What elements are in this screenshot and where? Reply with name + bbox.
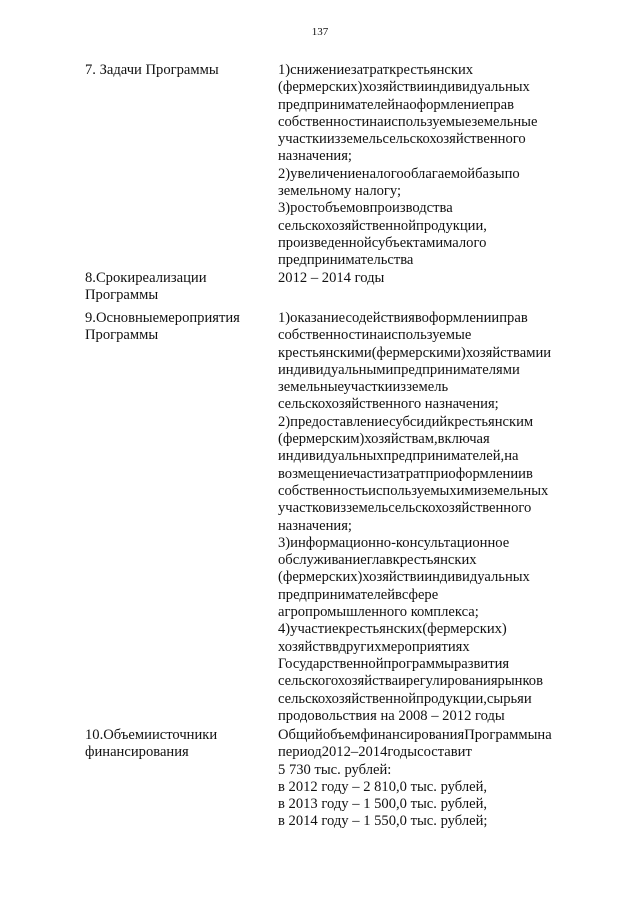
word: 2012 — [321, 744, 351, 761]
word: развития — [454, 655, 510, 672]
word: прав — [485, 96, 515, 113]
text-line: продовольствия на 2008 – 2012 годы — [278, 707, 505, 724]
text-line — [278, 310, 580, 327]
word: субъектами — [371, 234, 444, 251]
row-label — [85, 270, 263, 305]
word: индивидуальных — [424, 569, 530, 586]
word: субсидий — [389, 413, 448, 430]
word: 2014 — [358, 744, 388, 761]
word: участков — [278, 500, 333, 517]
word: в — [525, 465, 533, 482]
word: предпринимателями — [393, 361, 520, 378]
word: (фермерских) — [278, 569, 363, 586]
text-line — [85, 270, 263, 287]
text-line — [278, 691, 580, 708]
word: предпринимателей — [278, 96, 396, 113]
text-line — [278, 552, 580, 569]
word: оформлении — [448, 465, 526, 482]
word: из — [332, 500, 347, 517]
text-line — [278, 621, 580, 638]
word: при — [425, 465, 449, 482]
word: произведенной — [278, 234, 372, 251]
word: в — [414, 310, 422, 326]
word: по — [504, 165, 520, 182]
word: 4) — [278, 621, 291, 638]
word: базы — [475, 165, 505, 182]
word: земель — [346, 500, 389, 517]
word: и — [144, 727, 152, 743]
word: крестьянских — [338, 621, 423, 638]
word: и — [416, 569, 425, 586]
word: мероприятиях — [381, 638, 470, 655]
word: крестьянских — [392, 552, 477, 569]
text-line: 5 730 тыс. рублей: — [278, 761, 392, 778]
word: глав — [366, 552, 393, 569]
word: хозяйств — [362, 569, 417, 586]
word: (фермерскими) — [371, 344, 466, 361]
word: 1) — [278, 62, 291, 78]
row-label — [85, 62, 263, 79]
word: других — [338, 638, 382, 655]
word: собственности — [278, 327, 370, 344]
word: производства — [369, 200, 453, 217]
word: информационно-консультационное — [290, 534, 510, 551]
text-line: сельскохозяйственного назначения; — [278, 396, 499, 413]
word: индивидуальными — [278, 361, 394, 378]
word: 10. — [85, 727, 104, 743]
row-value — [278, 62, 580, 270]
word: сельскохозяйственной — [278, 690, 417, 707]
text-line — [278, 656, 580, 673]
word: участие — [290, 621, 339, 638]
text-line: земельному налогу; — [278, 183, 402, 200]
word: используемые — [383, 113, 472, 130]
text-line — [278, 744, 580, 761]
text-line — [278, 500, 580, 517]
word: участки — [278, 131, 327, 148]
word: крестьянских — [389, 62, 474, 78]
word: из — [326, 131, 341, 148]
word: Сроки — [95, 270, 136, 286]
text-line: Программы — [85, 327, 159, 344]
word: хозяйствам, — [364, 431, 438, 448]
text-line — [278, 569, 580, 586]
row-value — [278, 727, 580, 831]
word: сельского — [278, 673, 338, 690]
text-line — [278, 414, 580, 431]
word: хозяйств — [278, 638, 333, 655]
word: сырья — [486, 690, 524, 707]
text-line — [278, 448, 580, 465]
text-line: в 2014 году – 1 550,0 тыс. рублей; — [278, 813, 488, 830]
text-line — [278, 431, 580, 448]
word: (фермерских) — [422, 621, 507, 638]
text-line — [278, 79, 580, 96]
word: 9. — [85, 310, 96, 326]
text-line: Программы — [85, 287, 159, 304]
word: продукции, — [416, 690, 487, 707]
text-line — [278, 483, 580, 500]
word: хозяйств — [362, 79, 417, 96]
text-line — [278, 587, 580, 604]
row-value — [278, 270, 580, 287]
row-label — [85, 310, 263, 345]
word: источники — [151, 727, 218, 743]
text-line — [278, 235, 580, 252]
word: сельскохозяйственного — [382, 131, 526, 148]
word: Объем — [103, 727, 145, 743]
word: реализации — [135, 270, 207, 286]
text-line — [85, 310, 263, 327]
text-line — [278, 62, 580, 79]
word: и — [416, 79, 425, 96]
word: 8. — [85, 270, 96, 286]
text-line — [278, 114, 580, 131]
text-line — [85, 727, 263, 744]
word: Программы — [464, 727, 538, 743]
word: малого — [443, 234, 487, 251]
word: предпринимателей, — [383, 448, 505, 465]
word: в — [332, 638, 339, 655]
text-line — [278, 345, 580, 362]
word: годы — [387, 744, 418, 761]
word: земель — [340, 131, 383, 148]
text-line: в 2012 году – 2 810,0 тыс. рублей, — [278, 778, 488, 795]
word: налогооблагаемой — [361, 165, 476, 182]
text-line: предпринимательства — [278, 252, 414, 269]
word: используемых — [368, 482, 457, 499]
word: сельскохозяйственной — [278, 217, 417, 234]
word: на — [537, 727, 552, 743]
word: объемов — [317, 200, 370, 217]
word: на — [504, 448, 519, 465]
text-line — [278, 673, 580, 690]
text-line — [278, 639, 580, 656]
word: объем — [322, 727, 361, 743]
word: земельных — [481, 482, 549, 499]
word: прав — [499, 310, 528, 326]
word: на — [369, 113, 384, 130]
word: (фермерским) — [278, 431, 365, 448]
word: 3) — [278, 200, 291, 217]
row-label — [85, 727, 263, 762]
text-line: назначения; — [278, 517, 352, 534]
text-line — [278, 131, 580, 148]
text-line: агропромышленного комплекса; — [278, 604, 479, 621]
word: оформлении — [421, 310, 500, 326]
word: Основные — [95, 310, 160, 326]
word: период — [278, 744, 322, 761]
word: регулирования — [405, 673, 498, 690]
word: крестьянским — [447, 413, 534, 430]
word: земельные — [471, 113, 538, 130]
text-line: финансирования — [85, 744, 189, 761]
word: в — [395, 586, 402, 603]
word: (фермерских) — [278, 79, 363, 96]
text-line — [278, 362, 580, 379]
word: 1) — [278, 310, 291, 326]
word: рынков — [497, 673, 543, 690]
word: и — [543, 344, 552, 361]
word: увеличение — [290, 165, 362, 182]
word: оказание — [290, 310, 346, 326]
text-line: назначения; — [278, 148, 352, 165]
word: на — [369, 327, 384, 344]
text-line — [278, 535, 580, 552]
word: индивидуальных — [278, 448, 384, 465]
word: предпринимателей — [278, 586, 396, 603]
word: и — [523, 690, 532, 707]
word: Общий — [278, 727, 323, 743]
word: 2) — [278, 413, 291, 430]
word: собственности — [278, 113, 370, 130]
word: и — [398, 673, 406, 690]
word: на — [395, 96, 410, 113]
page-number: 137 — [311, 26, 329, 38]
word: – — [350, 744, 359, 761]
word: снижение — [290, 62, 351, 78]
word: земельные — [278, 379, 344, 396]
word: финансирования — [360, 727, 465, 743]
word: включая — [437, 431, 490, 448]
word: возмещение — [278, 465, 353, 482]
word: хозяйства — [337, 673, 399, 690]
row-value — [278, 310, 580, 725]
word: части — [352, 465, 388, 482]
word: участки — [343, 379, 393, 396]
word: сельскохозяйственного — [388, 500, 532, 517]
word: программы — [383, 655, 454, 672]
text-line: 2012 – 2014 годы — [278, 270, 385, 286]
word: 2) — [278, 165, 291, 182]
word: хозяйствами — [465, 344, 544, 361]
text-line — [278, 97, 580, 114]
word: затрат — [387, 465, 426, 482]
word: обслуживание — [278, 552, 367, 569]
text-line — [278, 166, 580, 183]
text-line: в 2013 году – 1 500,0 тыс. рублей, — [278, 796, 488, 813]
word: содействия — [345, 310, 415, 326]
word: затрат — [350, 62, 390, 78]
text-line — [278, 379, 580, 396]
text-line — [278, 200, 580, 217]
word: предоставление — [290, 413, 390, 430]
word: земель — [406, 379, 449, 396]
word: мероприятия — [159, 310, 240, 326]
word: рост — [290, 200, 318, 217]
word: собственность — [278, 482, 369, 499]
word: составит — [417, 744, 472, 761]
word: сфере — [401, 586, 439, 603]
word: Государственной — [278, 655, 384, 672]
word: из — [392, 379, 407, 396]
word: индивидуальных — [424, 79, 530, 96]
text-line — [278, 466, 580, 483]
word: продукции, — [416, 217, 487, 234]
word: оформление — [409, 96, 486, 113]
word: ими — [456, 482, 482, 499]
text-line — [278, 327, 580, 344]
word: 3) — [278, 534, 291, 551]
text-line — [278, 727, 580, 744]
word: используемые — [383, 327, 472, 344]
text-line — [278, 218, 580, 235]
word: крестьянскими — [278, 344, 372, 361]
label-line: 7. Задачи Программы — [85, 62, 219, 78]
